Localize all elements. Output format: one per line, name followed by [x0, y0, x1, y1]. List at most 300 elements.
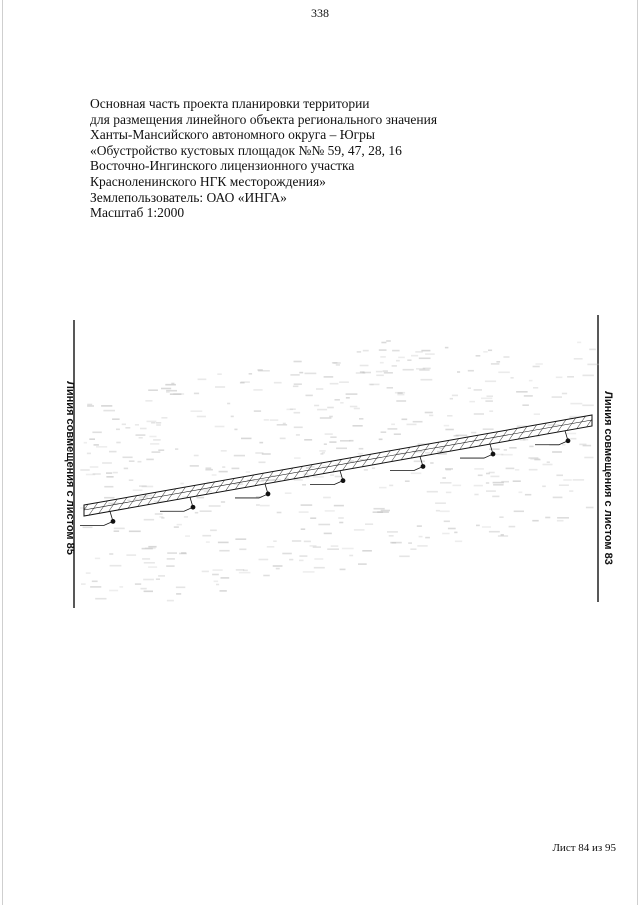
terrain-mark [557, 517, 569, 519]
terrain-mark [457, 371, 460, 373]
terrain-mark [359, 418, 363, 420]
terrain-mark [557, 520, 564, 522]
terrain-mark [440, 511, 450, 513]
terrain-mark [294, 361, 302, 363]
terrain-mark [414, 461, 425, 463]
terrain-mark [246, 471, 250, 473]
terrain-mark [320, 453, 323, 455]
terrain-mark [116, 442, 120, 444]
terrain-mark [166, 391, 170, 393]
terrain-mark [447, 415, 452, 417]
terrain-mark [146, 459, 154, 461]
terrain-mark [482, 526, 491, 528]
terrain-mark [174, 526, 179, 528]
terrain-mark [221, 450, 227, 452]
terrain-mark [151, 422, 155, 424]
terrain-mark [327, 548, 339, 550]
terrain-mark [329, 441, 336, 443]
terrain-mark [524, 395, 533, 397]
terrain-mark [493, 482, 504, 484]
terrain-mark [330, 474, 334, 476]
terrain-mark [402, 419, 408, 421]
terrain-mark [221, 501, 225, 503]
terrain-mark [381, 342, 386, 344]
terrain-mark [222, 466, 225, 468]
terrain-mark [86, 572, 91, 574]
terrain-mark [254, 410, 261, 412]
heading-line: Землепользователь: ОАО «ИНГА» [90, 189, 287, 205]
terrain-mark [273, 540, 277, 542]
terrain-mark [582, 405, 594, 407]
terrain-mark [339, 381, 349, 383]
terrain-mark [567, 376, 574, 378]
terrain-mark [139, 485, 147, 487]
terrain-mark [501, 454, 512, 456]
terrain-mark [407, 359, 411, 361]
terrain-mark [483, 428, 494, 430]
terrain-mark [419, 358, 431, 360]
terrain-mark [209, 505, 221, 507]
terrain-mark [133, 489, 143, 491]
terrain-mark [144, 591, 153, 593]
terrain-mark [258, 370, 270, 372]
terrain-mark [489, 472, 495, 474]
terrain-mark [256, 504, 260, 506]
terrain-mark [442, 477, 446, 479]
terrain-mark [87, 453, 91, 455]
terrain-mark [179, 553, 187, 555]
terrain-mark [376, 371, 382, 373]
terrain-mark [573, 479, 584, 481]
terrain-mark [87, 404, 92, 406]
terrain-mark [387, 531, 398, 533]
terrain-mark [525, 494, 531, 496]
terrain-mark [155, 513, 163, 515]
terrain-mark [129, 460, 135, 462]
terrain-mark [119, 586, 123, 588]
terrain-mark [282, 553, 292, 555]
terrain-mark [158, 575, 165, 577]
terrain-mark [453, 485, 462, 487]
terrain-mark [231, 416, 234, 418]
terrain-mark [241, 438, 252, 440]
terrain-mark [498, 372, 510, 374]
terrain-mark [417, 525, 422, 527]
terrain-mark [399, 556, 410, 558]
terrain-mark [532, 520, 538, 522]
terrain-mark [135, 583, 141, 585]
terrain-mark [145, 400, 152, 402]
terrain-mark [213, 569, 223, 571]
terrain-mark [324, 533, 332, 535]
terrain-mark [589, 349, 596, 351]
terrain-mark [106, 476, 113, 478]
terrain-mark [515, 469, 519, 471]
terrain-mark [318, 524, 330, 526]
terrain-mark [202, 571, 209, 573]
terrain-mark [384, 372, 393, 374]
terrain-mark [440, 482, 452, 484]
terrain-mark [396, 400, 406, 402]
terrain-mark [167, 600, 174, 602]
terrain-mark [501, 534, 504, 536]
terrain-mark [142, 558, 150, 560]
terrain-mark [536, 363, 543, 365]
terrain-mark [210, 530, 217, 532]
terrain-mark [358, 563, 367, 565]
terrain-mark [87, 405, 94, 407]
terrain-mark [299, 555, 307, 557]
terrain-mark [180, 483, 183, 485]
terrain-mark [574, 358, 583, 360]
terrain-mark [365, 523, 373, 525]
terrain-mark [194, 455, 199, 457]
terrain-mark [553, 497, 563, 499]
terrain-mark [425, 412, 433, 414]
terrain-mark [236, 569, 244, 571]
terrain-mark [456, 435, 468, 437]
terrain-mark [241, 381, 250, 383]
terrain-mark [425, 353, 435, 355]
terrain-mark [335, 399, 340, 401]
terrain-mark [276, 568, 280, 570]
terrain-mark [489, 531, 500, 533]
terrain-mark [552, 396, 562, 398]
terrain-mark [446, 492, 451, 494]
terrain-mark [374, 508, 385, 510]
terrain-mark [83, 527, 93, 529]
terrain-mark [294, 427, 303, 429]
terrain-mark [239, 549, 246, 551]
terrain-mark [474, 468, 484, 470]
terrain-mark [543, 464, 553, 466]
terrain-mark [214, 581, 219, 583]
terrain-mark [136, 434, 146, 436]
terrain-mark [194, 393, 199, 395]
right-match-line-label: Линия совмещения с листом 83 [602, 391, 614, 565]
terrain-mark [206, 541, 210, 543]
terrain-mark [357, 351, 361, 353]
terrain-mark [411, 473, 422, 475]
terrain-mark [421, 350, 430, 352]
terrain-mark [149, 436, 156, 438]
terrain-mark [380, 362, 384, 364]
terrain-mark [161, 517, 164, 519]
terrain-mark [190, 465, 199, 467]
terrain-mark [421, 379, 433, 381]
terrain-mark [294, 383, 302, 385]
terrain-mark [354, 408, 360, 410]
terrain-mark [410, 548, 416, 550]
terrain-mark [430, 462, 433, 464]
terrain-mark [200, 510, 212, 512]
terrain-mark [243, 570, 248, 572]
terrain-mark [148, 546, 156, 548]
terrain-mark [584, 457, 593, 459]
terrain-mark [323, 497, 331, 499]
terrain-mark [485, 381, 496, 383]
terrain-mark [325, 510, 335, 512]
terrain-mark [173, 393, 184, 395]
terrain-mark [398, 357, 405, 359]
terrain-mark [316, 388, 323, 390]
terrain-mark [290, 374, 299, 376]
terrain-mark [144, 519, 154, 521]
terrain-mark [389, 485, 393, 487]
terrain-mark [556, 377, 563, 379]
terrain-mark [444, 425, 449, 427]
terrain-mark [290, 408, 296, 410]
terrain-mark [138, 461, 142, 463]
terrain-mark [427, 491, 438, 493]
terrain-mark [491, 363, 500, 365]
terrain-mark [380, 356, 386, 358]
heading-line: Восточно-Ингинского лицензионного участка [90, 158, 355, 174]
terrain-mark [577, 342, 581, 344]
terrain-mark [314, 405, 319, 407]
terrain-mark [350, 406, 357, 408]
terrain-mark [338, 517, 344, 519]
terrain-mark [142, 548, 153, 550]
terrain-mark [490, 476, 499, 478]
terrain-mark [171, 383, 174, 385]
terrain-mark [294, 457, 301, 459]
terrain-mark [299, 511, 309, 513]
terrain-mark [303, 571, 315, 573]
terrain-mark [103, 410, 115, 412]
terrain-mark [219, 550, 229, 552]
terrain-mark [267, 546, 275, 548]
terrain-mark [235, 538, 246, 540]
pipeline-node-mark [111, 519, 115, 523]
terrain-mark [221, 577, 230, 579]
pipeline-node-mark [566, 439, 570, 443]
terrain-mark [570, 438, 576, 440]
terrain-mark [129, 531, 141, 533]
terrain-mark [314, 567, 325, 569]
terrain-mark [161, 417, 167, 419]
terrain-mark [274, 382, 282, 384]
terrain-mark [358, 453, 364, 455]
terrain-mark [234, 455, 245, 457]
terrain-mark [513, 480, 521, 482]
terrain-mark [373, 511, 383, 513]
terrain-mark [529, 446, 533, 448]
terrain-mark [504, 449, 507, 451]
terrain-mark [545, 517, 550, 519]
terrain-mark [177, 524, 182, 526]
terrain-mark [389, 535, 394, 537]
terrain-mark [445, 429, 453, 431]
sheet-number: Лист 84 из 95 [552, 842, 616, 854]
terrain-mark [493, 484, 504, 486]
terrain-mark [487, 395, 494, 397]
terrain-mark [218, 542, 229, 544]
terrain-mark [140, 428, 147, 430]
terrain-mark [522, 404, 529, 406]
linear-object-corridor [84, 415, 592, 516]
terrain-mark [319, 450, 325, 452]
terrain-mark [227, 403, 230, 405]
terrain-mark [394, 433, 401, 435]
terrain-mark [150, 443, 159, 445]
terrain-mark [335, 476, 342, 478]
terrain-mark [314, 558, 323, 560]
terrain-mark [587, 364, 599, 366]
terrain-mark [392, 365, 397, 367]
terrain-mark [528, 457, 538, 459]
heading-line: для размещения линейного объекта регионального значения [90, 111, 438, 127]
terrain-mark [331, 545, 339, 547]
terrain-mark [425, 537, 430, 539]
terrain-mark [381, 510, 390, 512]
terrain-mark [202, 535, 211, 537]
terrain-mark [113, 472, 118, 474]
terrain-mark [353, 425, 363, 427]
terrain-mark [362, 550, 372, 552]
terrain-mark [304, 439, 312, 441]
terrain-mark [255, 452, 263, 454]
terrain-mark [205, 469, 213, 471]
terrain-mark [566, 433, 577, 435]
terrain-mark [263, 575, 269, 577]
terrain-mark [523, 439, 528, 441]
terrain-mark [90, 466, 99, 468]
terrain-mark [349, 555, 353, 557]
terrain-mark [392, 350, 400, 352]
terrain-mark [292, 540, 301, 542]
planning-map-drawing [0, 300, 640, 620]
terrain-mark [386, 340, 391, 342]
terrain-mark [152, 451, 161, 453]
terrain-mark [126, 554, 136, 556]
terrain-mark [396, 360, 400, 362]
terrain-mark [260, 505, 270, 507]
terrain-mark [273, 565, 283, 567]
terrain-mark [232, 468, 240, 470]
terrain-mark [139, 437, 143, 439]
terrain-mark [448, 528, 456, 530]
terrain-mark [148, 389, 158, 391]
terrain-mark [408, 542, 412, 544]
terrain-mark [533, 387, 538, 389]
terrain-mark [563, 479, 572, 481]
pipeline-node-mark [491, 452, 495, 456]
terrain-mark [216, 584, 219, 586]
terrain-mark [474, 389, 482, 391]
terrain-mark [360, 371, 365, 373]
terrain-mark [89, 438, 95, 440]
terrain-mark [259, 442, 263, 444]
terrain-mark [198, 379, 207, 381]
terrain-mark [376, 375, 384, 377]
terrain-mark [313, 476, 324, 478]
heading-line: Красноленинского НГК месторождения» [90, 173, 326, 189]
terrain-mark [339, 522, 343, 524]
terrain-mark [488, 350, 492, 352]
terrain-mark [110, 565, 122, 567]
terrain-mark [90, 586, 101, 588]
terrain-mark [387, 387, 393, 389]
corridor-axis [84, 420, 592, 510]
terrain-mark [334, 505, 344, 507]
terrain-mark [346, 397, 350, 399]
heading-line: Масштаб 1:2000 [90, 205, 185, 221]
terrain-mark [483, 351, 488, 353]
terrain-mark [191, 410, 203, 412]
terrain-mark [417, 545, 427, 547]
terrain-mark [429, 415, 433, 417]
terrain-mark [95, 558, 100, 560]
terrain-mark [390, 542, 402, 544]
terrain-mark [395, 392, 405, 394]
terrain-mark [586, 507, 594, 509]
terrain-mark [289, 559, 293, 561]
terrain-mark [529, 380, 533, 382]
terrain-mark [569, 490, 573, 492]
terrain-mark [445, 468, 453, 470]
terrain-mark [489, 410, 493, 412]
terrain-mark [340, 402, 343, 404]
terrain-mark [310, 517, 316, 519]
terrain-mark [340, 569, 346, 571]
terrain-mark [161, 388, 171, 390]
terrain-mark [476, 355, 481, 357]
terrain-mark [156, 424, 161, 426]
terrain-mark [176, 593, 181, 595]
terrain-mark [534, 413, 540, 415]
terrain-mark [363, 350, 369, 352]
terrain-mark [167, 558, 175, 560]
terrain-mark [360, 365, 369, 367]
terrain-mark [212, 574, 219, 576]
terrain-mark [141, 588, 147, 590]
terrain-mark [503, 356, 509, 358]
terrain-mark [469, 401, 475, 403]
terrain-mark [125, 427, 130, 429]
terrain-mark [135, 424, 139, 426]
terrain-mark [552, 451, 562, 453]
document-heading [90, 96, 437, 221]
terrain-mark [239, 572, 251, 574]
terrain-mark [379, 487, 386, 489]
terrain-mark [492, 496, 499, 498]
terrain-mark [327, 407, 334, 409]
terrain-mark [304, 541, 311, 543]
terrain-mark [109, 553, 113, 555]
terrain-mark [496, 361, 500, 363]
terrain-mark [147, 421, 157, 423]
pipeline-node-mark [341, 479, 345, 483]
terrain-mark [280, 438, 286, 440]
terrain-mark [509, 447, 516, 449]
terrain-mark [397, 394, 404, 396]
terrain-mark [476, 525, 480, 527]
pipeline-node-mark [266, 492, 270, 496]
terrain-mark [405, 480, 410, 482]
terrain-mark [176, 587, 185, 589]
terrain-mark [153, 439, 161, 441]
terrain-mark [411, 355, 418, 357]
terrain-mark [277, 512, 282, 514]
terrain-mark [481, 398, 492, 400]
terrain-mark [259, 462, 266, 464]
terrain-mark [259, 559, 269, 561]
terrain-mark [340, 440, 350, 442]
terrain-mark [509, 526, 516, 528]
terrain-mark [310, 545, 317, 547]
terrain-mark [381, 431, 387, 433]
